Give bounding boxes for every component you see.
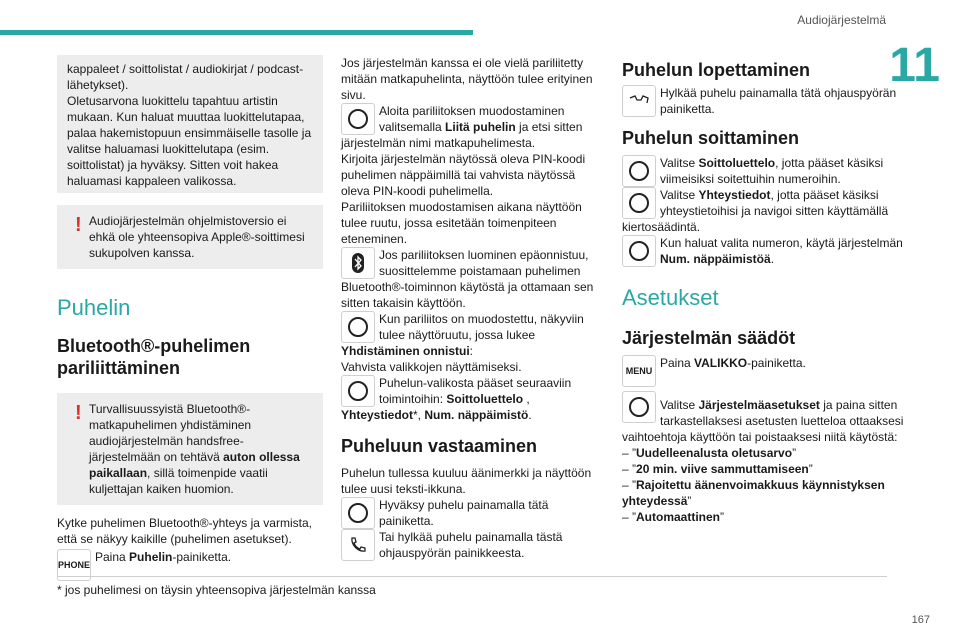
end-call-step [622, 85, 914, 117]
success-step [341, 311, 603, 359]
menu-options-step [341, 375, 603, 423]
bluetooth-instruction: Kytke puhelimen Bluetooth®-yhteys ja varmista, että se näkyy kaikille (puhelimen asetukset). [57, 516, 312, 546]
accept-step [341, 497, 603, 529]
text-part: Valitse [660, 188, 699, 202]
pairing-step [341, 103, 603, 151]
list-item-text: Uudelleenalusta oletusarvo [636, 446, 793, 460]
text-part: ja paina sitten tarkastellaksesi asetusten luetteloa ottaaksesi vaihtoehtoja käyttöön tai poistaaksesi niitä käytöstä: [622, 398, 904, 444]
heading-bluetooth [57, 335, 323, 379]
text-part: , jotta pääset käsiksi viimeisiksi soitettuihin numeroihin. [660, 156, 884, 186]
text-part: -painiketta. [172, 550, 232, 564]
menu-button-icon: MENU [622, 355, 656, 387]
text-part: Paina [660, 356, 695, 370]
section-title-puhelin: Puhelin [57, 295, 131, 320]
info-text-1: kappaleet / soittolistat / audiokirjat / podcast-lähetykset). [67, 62, 304, 92]
heading-line-1: Bluetooth®-puhelimen [57, 336, 251, 356]
accept-text: Hyväksy puhelu painamalla tätä painiketta. [379, 498, 549, 528]
settings-list-item: – ”20 min. viive sammuttamiseen” [622, 462, 813, 476]
list-item-text: Rajoitettu äänenvoimakkuus käynnistyksen yhteydessä [622, 478, 885, 508]
bluetooth-step [341, 247, 603, 311]
bluetooth-icon [341, 247, 375, 279]
text-bold: Järjestelmäasetukset [698, 398, 820, 412]
progress-text: Pariliitoksen muodostamisen aikana näyttöön tulee ruutu, jossa esitetään toimenpiteen eteneminen. [341, 200, 582, 246]
warning-box-safety [57, 393, 323, 505]
footnote: * jos puhelimesi on täysin yhteensopiva järjestelmän kanssa [57, 583, 376, 597]
call-log-text [622, 155, 914, 187]
pin-text: Kirjoita järjestelmän näytössä oleva PIN-koodi puhelimen näppäimillä tai vahvista näytössä oleva PIN-koodi puhelimella. [341, 152, 586, 198]
text-bold: Soittoluettelo [446, 392, 524, 406]
warning-box-apple [57, 205, 323, 269]
confirm-text: Vahvista valikkojen näyttämiseksi. [341, 360, 522, 374]
reject-text: Tai hylkää puhelu painamalla tästä ohjauspyörän painikkeesta. [379, 530, 563, 560]
warning-icon: ! [75, 214, 82, 236]
dial-knob-icon [341, 375, 375, 407]
pairing-step-text [341, 103, 603, 151]
keypad-text [622, 235, 914, 267]
footer-divider [57, 576, 887, 577]
warning-text-part: Turvallisuussyistä Bluetooth®-matkapuhelimen yhdistäminen audiojärjestelmän handsfree-järjestelmään on tehtävä [89, 402, 252, 464]
warning-text: Audiojärjestelmän ohjelmistoversio ei ehkä ole yhteensopiva Apple®-soittimesi sukupolven kanssa. [89, 214, 305, 260]
hang-up-icon [622, 85, 656, 117]
text-bold: Liitä puhelin [445, 120, 516, 134]
heading-end-call: Puhelun lopettaminen [622, 60, 811, 80]
running-header: Audiojärjestelmä [797, 13, 886, 27]
dial-knob-icon [341, 497, 375, 529]
info-box [57, 55, 323, 193]
heading-line-2: pariliittäminen [57, 358, 181, 378]
text-bold: Puhelin [129, 550, 173, 564]
dial-knob-icon [622, 235, 656, 267]
bluetooth-step-text: Jos pariliitoksen luominen epäonnistuu, suosittelemme poistamaan puhelimen Bluetooth®-toiminnon käytöstä ja ottamaan sen sitten takaisin käyttöön. [341, 248, 594, 310]
menu-options-text [341, 375, 603, 423]
info-text-2: Oletusarvona luokittelu tapahtuu artistin mukaan. Kun haluat muuttaa luokittelutapaa, palaa hakemistopuun ensimmäiselle tasolle ja valitse haluamasi luokittelutapa (esim. soittolistat) ja hyväksy. Sitten voit hakea haluamasi kappaleen valikossa. [67, 94, 312, 188]
dial-knob-icon [341, 103, 375, 135]
phone-step-text [57, 549, 323, 565]
contacts-step [622, 187, 914, 235]
text-part: Puhelun-valikosta pääset seuraaviin toimintoihin: [379, 376, 572, 406]
chapter-number: 11 [889, 39, 940, 92]
phone-button-icon: PHONE [57, 549, 91, 581]
text-part: . [770, 252, 775, 266]
success-step-text [341, 311, 603, 359]
heading-system-settings: Järjestelmän säädöt [622, 328, 796, 348]
dial-knob-icon [341, 311, 375, 343]
text-bold: Yhteystiedot [698, 188, 771, 202]
dial-knob-icon [622, 187, 656, 219]
text-bold: Yhteystiedot [341, 408, 414, 422]
warning-text-bold: auton ollessa paikallaan [89, 450, 300, 480]
text-part: Valitse [660, 398, 699, 412]
dial-knob-icon [622, 155, 656, 187]
warning-safety-text [67, 401, 313, 497]
menu-step-text [622, 355, 914, 371]
text-bold: Soittoluettelo [698, 156, 776, 170]
settings-step [622, 391, 914, 445]
list-item-text: Automaattinen [636, 510, 721, 524]
text-part: : [469, 344, 474, 358]
settings-list-item: – ”Automaattinen” [622, 510, 725, 524]
text-part: , jotta pääset käsiksi yhteystietoihisi ja navigoi sitten käyttämällä kiertosäädintä. [622, 188, 889, 234]
text-part: Kun haluat valita numeron, käytä järjestelmän [660, 236, 903, 250]
column-3 [622, 55, 914, 525]
text-bold: Yhdistäminen onnistui [341, 344, 470, 358]
settings-list-item: – ”Uudelleenalusta oletusarvo” [622, 446, 797, 460]
settings-list [622, 445, 914, 525]
text-part: . [528, 408, 532, 422]
contacts-text [622, 187, 914, 235]
dial-knob-icon [622, 391, 656, 423]
text-bold: VALIKKO [694, 356, 748, 370]
text-part: -painiketta. [747, 356, 806, 370]
settings-list-item: – ”Rajoitettu äänenvoimakkuus käynnistyksen yhteydessä” [622, 478, 885, 508]
column-2 [341, 55, 603, 561]
text-part: Valitse [660, 156, 699, 170]
text-part: ja etsi sitten järjestelmän nimi matkapuhelimesta. [341, 120, 583, 150]
pairing-intro: Jos järjestelmän kanssa ei ole vielä pariliitetty mitään matkapuhelinta, näyttöön tulee erityinen sivu. [341, 56, 593, 102]
text-part: Aloita pariliitoksen muodostaminen valitsemalla [379, 104, 565, 134]
warning-icon: ! [75, 402, 82, 424]
text-part: Kun pariliitos on muodostettu, näkyviin tulee näyttöruutu, jossa lukee [379, 312, 584, 342]
settings-step-text [622, 391, 914, 445]
warning-text-part: , sillä toimenpide vaatii kuljettajan kaiken huomion. [89, 466, 268, 496]
column-1 [57, 55, 323, 581]
section-title-asetukset: Asetukset [622, 285, 719, 310]
end-call-text: Hylkää puhelu painamalla tätä ohjauspyörän painiketta. [660, 86, 897, 116]
text-part: , [523, 392, 530, 406]
text-part: *, [413, 408, 425, 422]
list-item-text: 20 min. viive sammuttamiseen [636, 462, 809, 476]
menu-step [622, 355, 914, 387]
text-bold: Num. näppäimistöä [660, 252, 771, 266]
reject-step [341, 529, 603, 561]
call-log-step [622, 155, 914, 187]
heading-make-call: Puhelun soittaminen [622, 128, 800, 148]
header-accent-bar [0, 30, 473, 35]
text-part: Paina [95, 550, 130, 564]
text-bold: Num. näppäimistö [424, 408, 529, 422]
phone-handset-icon [341, 529, 375, 561]
page-number: 167 [911, 614, 930, 626]
heading-answer-call: Puheluun vastaaminen [341, 436, 538, 456]
incoming-call-text: Puhelun tullessa kuuluu äänimerkki ja näyttöön tulee uusi teksti-ikkuna. [341, 466, 592, 496]
keypad-step [622, 235, 914, 267]
